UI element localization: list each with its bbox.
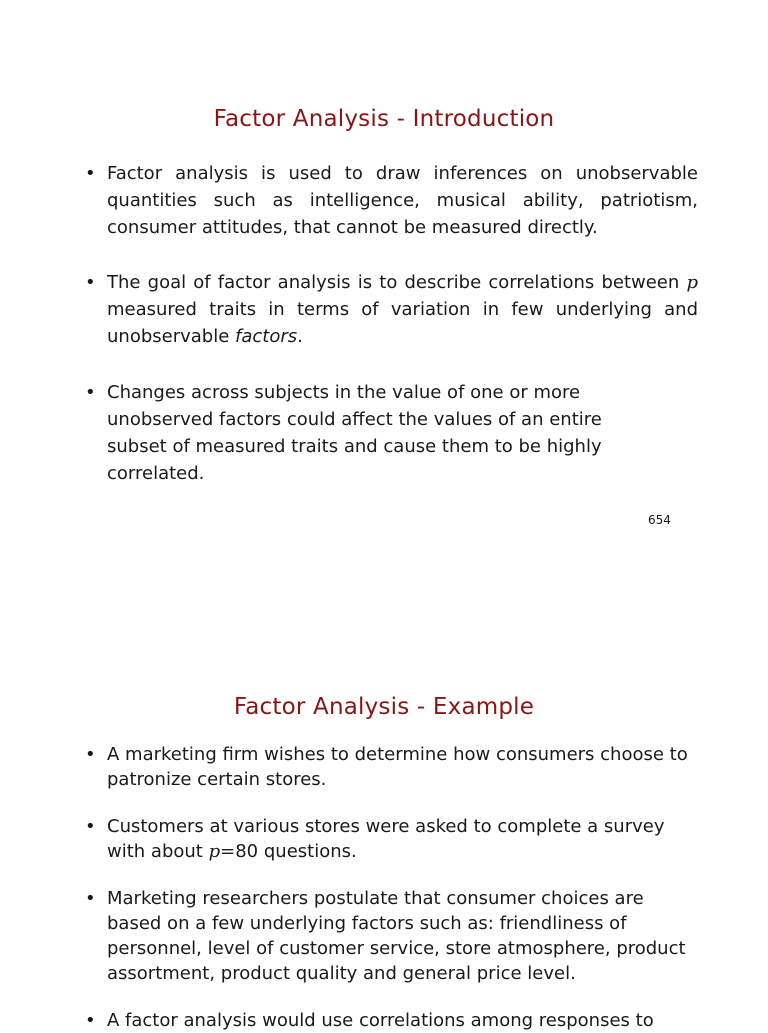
bullet-text: measured traits in terms of variation in few underlying and unobservable [107,299,698,347]
bullet-text: A marketing firm wishes to determine how consumers choose to patronize certain stores. [107,744,688,790]
bullet-text: Customers at various stores were asked to complete a survey with about [107,816,665,862]
bullet-icon: • [85,816,96,837]
bullet-icon: • [85,744,96,765]
bullet-text: The goal of factor analysis is to describe correlations between [107,272,680,293]
emphasized-text: factors [235,326,298,347]
slide-title: Factor Analysis - Example [233,694,535,720]
bullet-item [85,269,698,350]
slide-title: Factor Analysis - Introduction [213,106,555,132]
bullet-text: A factor analysis would use correlations among responses to [107,1010,654,1031]
bullet-item [85,379,667,487]
bullet-text: Factor analysis is used to draw inferences on unobservable quantities such as intelligence, musical ability, patriotism, consumer attitudes, that cannot be measured directly. [107,163,698,238]
math-variable: p [208,841,221,862]
bullet-item [85,160,698,241]
bullet-text: Changes across subjects in the value of one or more unobserved factors could affect the values of an entire subset of measured traits and cause them to be highly correlated. [107,382,602,484]
bullet-icon: • [85,1010,96,1031]
bullet-text: questions. [263,841,357,862]
bullet-icon: • [85,382,96,403]
bullet-item [85,814,698,864]
math-number: 80 [235,841,259,862]
bullet-icon: • [85,888,96,909]
bullet-text: Marketing researchers postulate that consumer choices are based on a few underlying factors such as: friendliness of personnel, level of customer service, store atmosphere, product assortment, product quality and general price level. [107,888,686,984]
bullet-icon: • [85,272,96,293]
bullet-item [85,742,698,792]
page-number: 654 [648,513,671,527]
bullet-item [85,1008,698,1033]
bullet-icon: • [85,163,96,184]
bullet-text: . [297,326,303,347]
bullet-item [85,886,698,986]
math-variable: p [686,272,698,293]
math-equals: = [220,841,236,862]
